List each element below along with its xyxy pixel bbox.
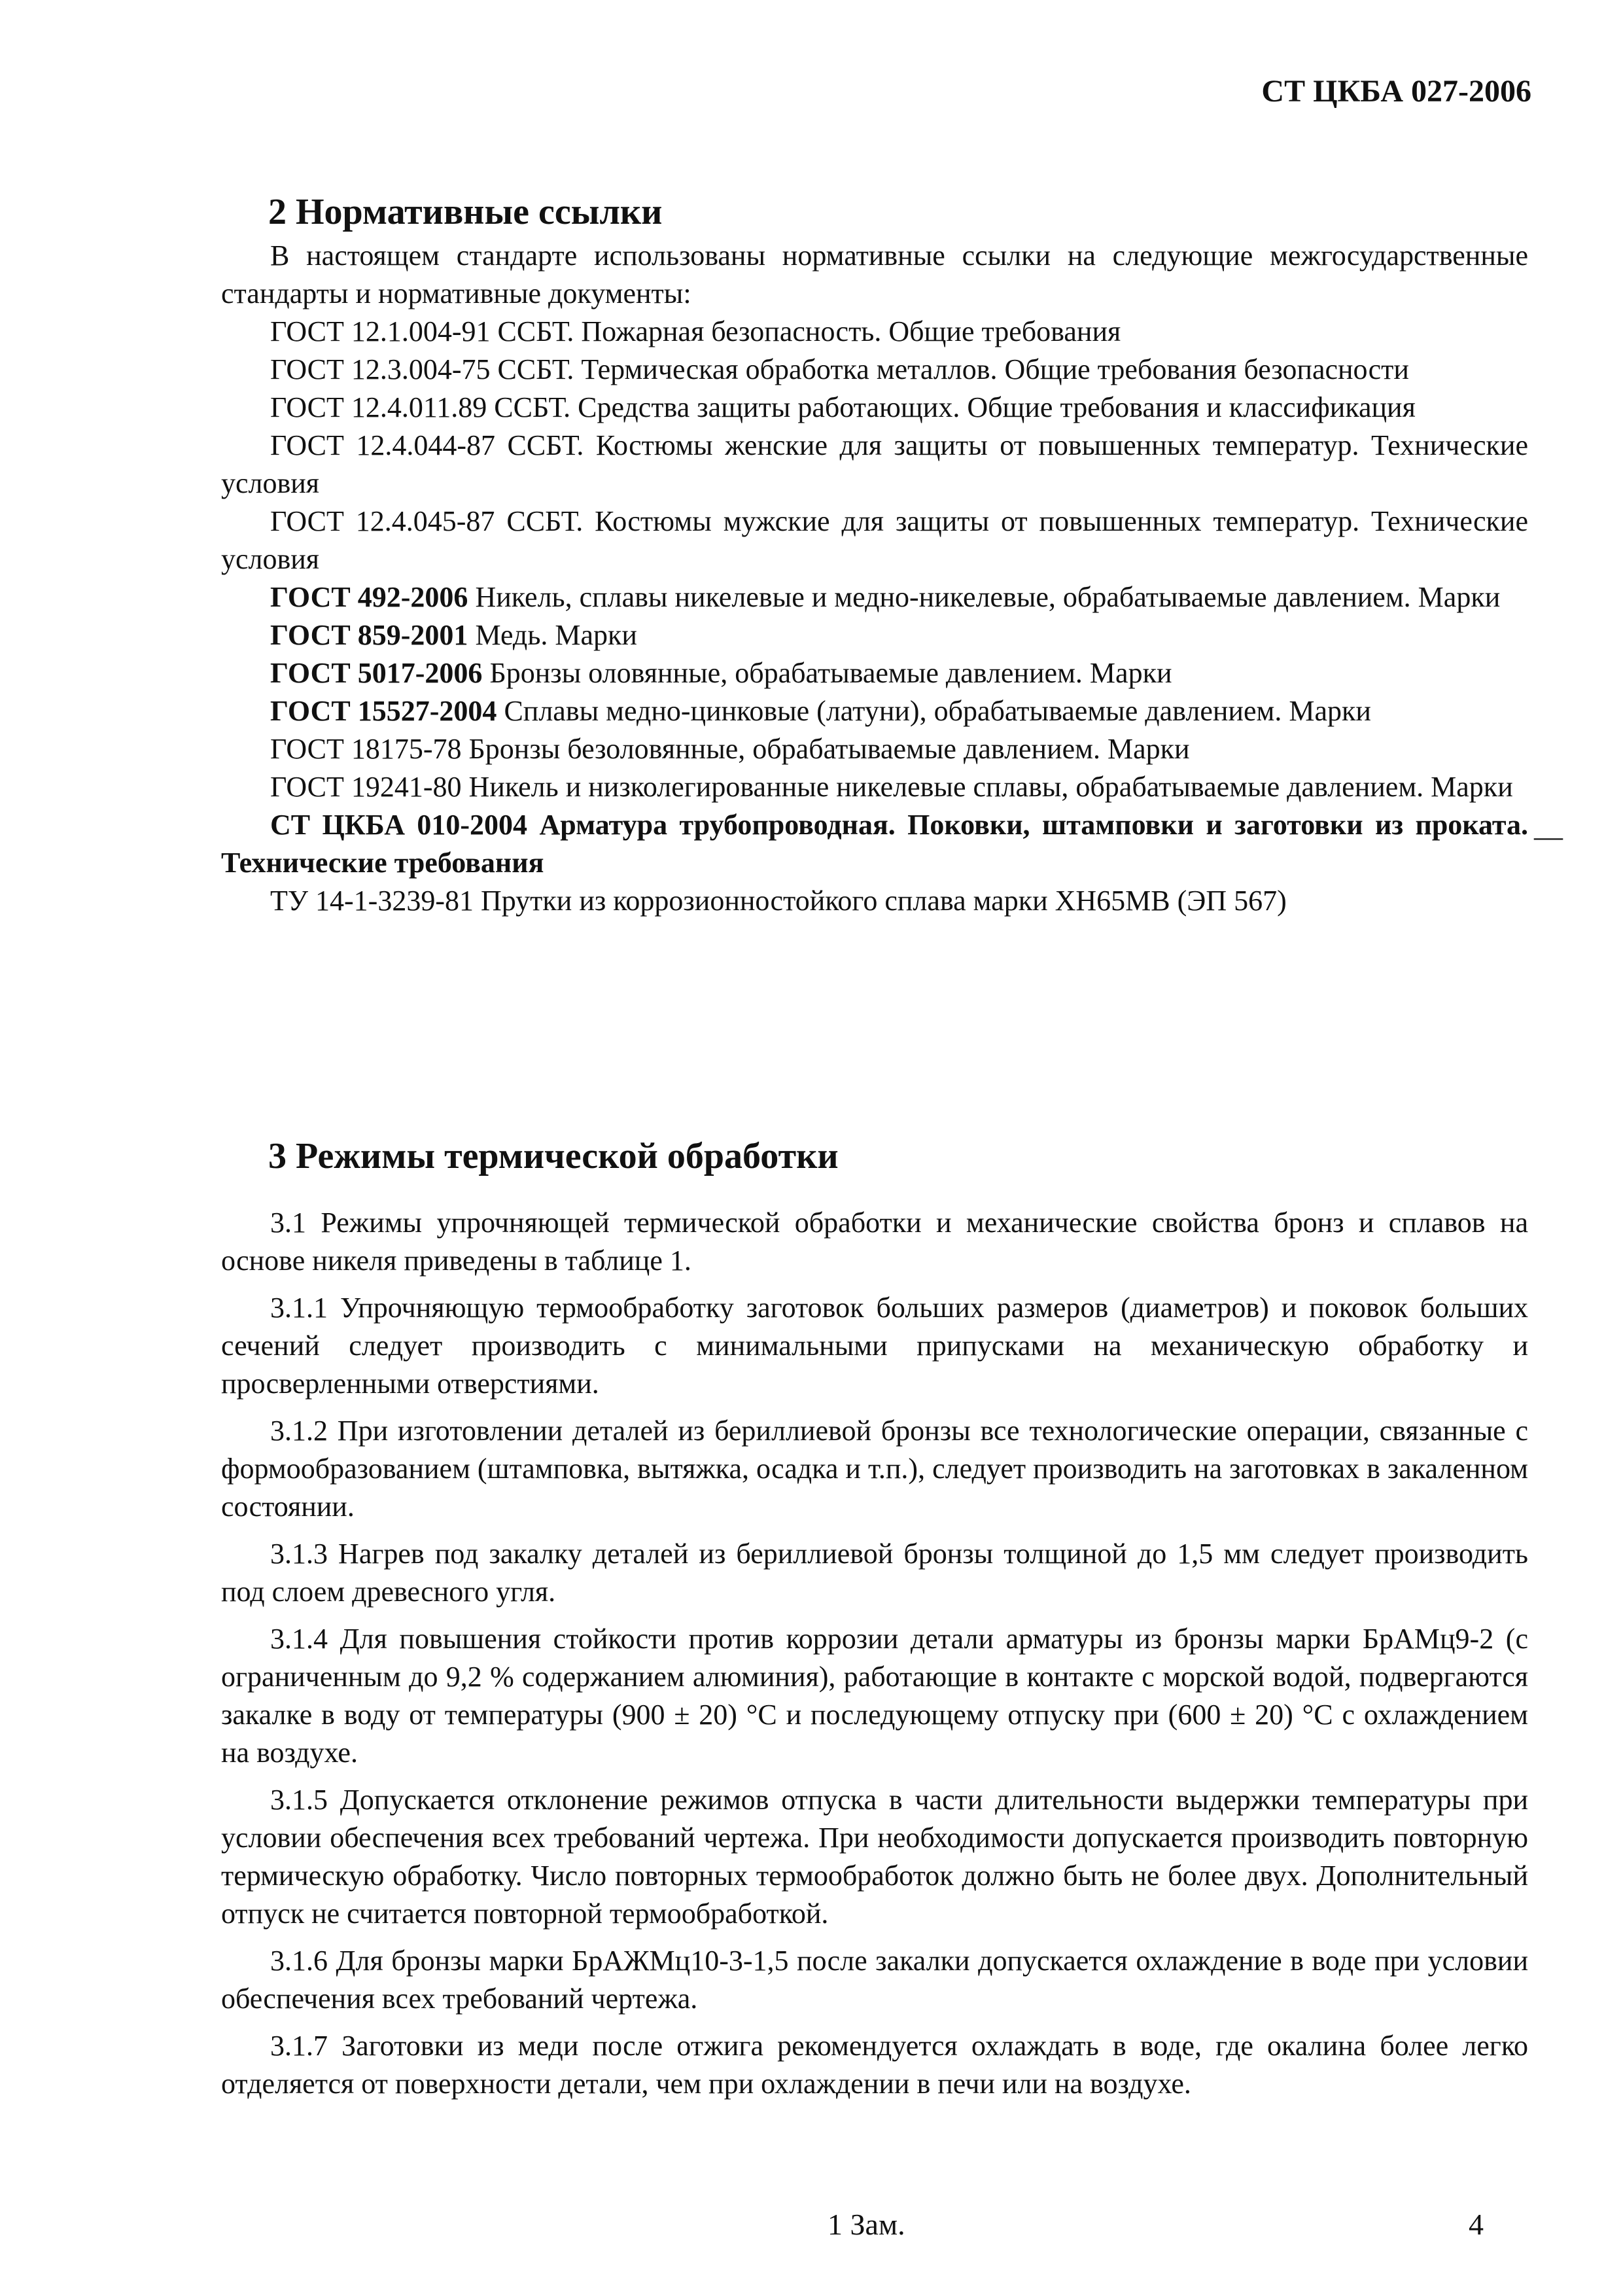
paragraph: 3.1.4 Для повышения стойкости против коррозии детали арматуры из бронзы марки БрАМц9-2 (с ограниченным до 9,2 % содержанием алюминия), работающие в контакте с морской водой, подвергаются закалке в воду от температуры (900 ± 20) °С и последующему отпуску при (600 ± 20) °С с охлаждением на воздухе. xyxy=(221,1623,1528,1769)
reference-item: ГОСТ 5017-2006 Бронзы оловянные, обрабатываемые давлением. Марки xyxy=(270,657,1172,689)
section-2-body xyxy=(221,237,1528,920)
paragraph: 3.1.2 При изготовлении деталей из бериллиевой бронзы все технологические операции, связанные с формообразованием (штамповка, вытяжка, осадка и т.п.), следует производить на заготовках в закаленном состоянии. xyxy=(221,1415,1528,1523)
reference-item: ГОСТ 15527-2004 Сплавы медно-цинковые (латуни), обрабатываемые давлением. Марки xyxy=(270,695,1371,727)
paragraph: 3.1.7 Заготовки из меди после отжига рекомендуется охлаждать в воде, где окалина более легко отделяется от поверхности детали, чем при охлаждении в печи или на воздухе. xyxy=(221,2030,1528,2100)
document-code: СТ ЦКБА 027-2006 xyxy=(1261,74,1531,109)
reference-item: ГОСТ 12.4.044-87 ССБТ. Костюмы женские для защиты от повышенных температур. Технические условия xyxy=(221,429,1528,499)
reference-item: ГОСТ 12.4.045-87 ССБТ. Костюмы мужские для защиты от повышенных температур. Технические условия xyxy=(221,505,1528,575)
section-2-intro: В настоящем стандарте использованы нормативные ссылки на следующие межгосударственные стандарты и нормативные документы: xyxy=(221,239,1528,309)
reference-code: ГОСТ 859-2001 xyxy=(270,619,468,651)
section-2-title: 2 Нормативные ссылки xyxy=(268,192,663,232)
page-number: 4 xyxy=(1469,2208,1484,2241)
reference-item: ГОСТ 12.4.011.89 ССБТ. Средства защиты работающих. Общие требования и классификация xyxy=(270,391,1416,423)
reference-code: ГОСТ 492-2006 xyxy=(270,581,468,613)
paragraph: 3.1.5 Допускается отклонение режимов отпуска в части длительности выдержки температуры при условии обеспечения всех требований чертежа. При необходимости допускается производить повторную термическую обработку. Число повторных термообработок должно быть не более двух. Дополнительный отпуск не считается повторной термообработкой. xyxy=(221,1784,1528,1930)
paragraph: 3.1 Режимы упрочняющей термической обработки и механические свойства бронз и сплавов на основе никеля приведены в таблице 1. xyxy=(221,1207,1528,1277)
reference-item: ГОСТ 492-2006 Никель, сплавы никелевые и медно-никелевые, обрабатываемые давлением. Марки xyxy=(270,581,1501,613)
paragraph: 3.1.6 Для бронзы марки БрАЖМц10-3-1,5 после закалки допускается охлаждение в воде при условии обеспечения всех требований чертежа. xyxy=(221,1945,1528,2015)
paragraph: 3.1.1 Упрочняющую термообработку заготовок больших размеров (диаметров) и поковок больших сечений следует производить с минимальными припусками на механическую обработку и просверленными отверстиями. xyxy=(221,1292,1528,1400)
reference-item: ГОСТ 12.1.004-91 ССБТ. Пожарная безопасность. Общие требования xyxy=(270,315,1121,347)
section-3-title: 3 Режимы термической обработки xyxy=(268,1136,839,1176)
reference-item: ГОСТ 18175-78 Бронзы безоловянные, обрабатываемые давлением. Марки xyxy=(270,733,1190,765)
reference-item: ГОСТ 859-2001 Медь. Марки xyxy=(270,619,637,651)
reference-item: ГОСТ 19241-80 Никель и низколегированные никелевые сплавы, обрабатываемые давлением. Марки xyxy=(270,771,1513,803)
reference-item: СТ ЦКБА 010-2004 Арматура трубопроводная. Поковки, штамповки и заготовки из проката. Технические требования xyxy=(221,809,1528,879)
reference-item: ГОСТ 12.3.004-75 ССБТ. Термическая обработка металлов. Общие требования безопасности xyxy=(270,353,1409,385)
section-3-body xyxy=(221,1204,1528,2103)
margin-dash: — xyxy=(1534,821,1563,853)
revision-note: 1 Зам. xyxy=(828,2208,905,2241)
reference-item: ТУ 14-1-3239-81 Прутки из коррозионностойкого сплава марки ХН65МВ (ЭП 567) xyxy=(270,885,1287,917)
reference-code: ГОСТ 15527-2004 xyxy=(270,695,497,727)
paragraph: 3.1.3 Нагрев под закалку деталей из бериллиевой бронзы толщиной до 1,5 мм следует производить под слоем древесного угля. xyxy=(221,1538,1528,1608)
reference-code: ГОСТ 5017-2006 xyxy=(270,657,483,689)
